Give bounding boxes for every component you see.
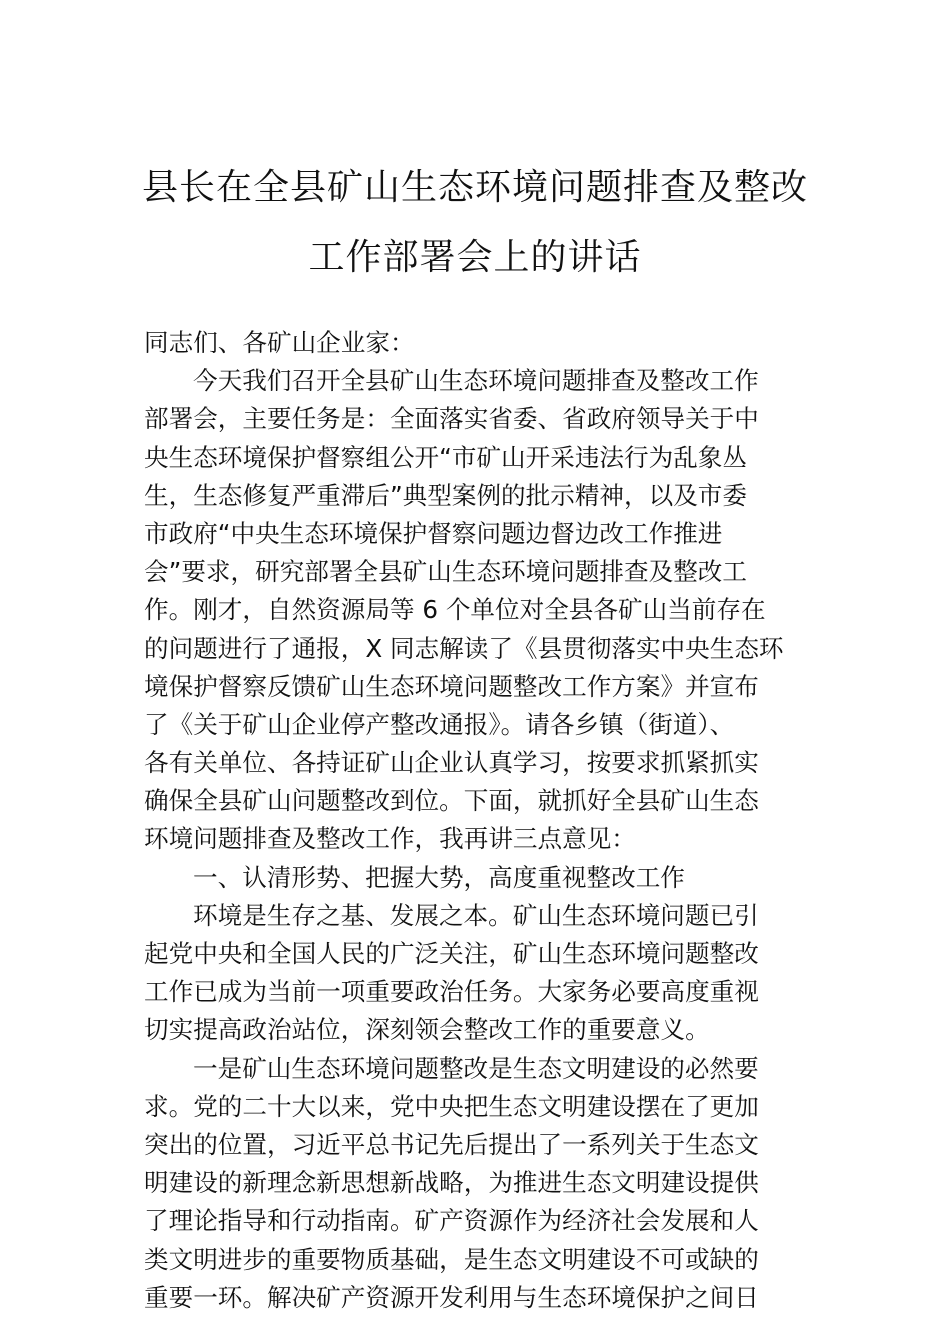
paragraph-2-line-4: 切实提高政治站位，深刻领会整改工作的重要意义。: [144, 1015, 710, 1045]
paragraph-3-line-4: 明建设的新理念新思想新战略，为推进生态文明建设提供: [144, 1168, 759, 1198]
paragraph-1-line-11: 各有关单位、各持证矿山企业认真学习，按要求抓紧抓实: [144, 748, 759, 778]
paragraph-1-line-4: 生，生态修复严重滞后”典型案例的批示精神，以及市委: [144, 480, 747, 510]
paragraph-2-line-2: 起党中央和全国人民的广泛关注，矿山生态环境问题整改: [144, 939, 759, 968]
paragraph-1-line-5: 市政府“中央生态环境保护督察问题边督边改工作推进: [144, 518, 723, 548]
paragraph-3-line-3: 突出的位置，习近平总书记先后提出了一系列关于生态文: [144, 1129, 759, 1159]
paragraph-2-line-3: 工作已成为当前一项重要政治任务。大家务必要高度重视: [144, 977, 759, 1007]
paragraph-3-line-2: 求。党的二十大以来，党中央把生态文明建设摆在了更加: [144, 1091, 759, 1121]
salutation: 同志们、各矿山企业家：: [144, 328, 415, 357]
paragraph-1-line-6: 会”要求，研究部署全县矿山生态环境问题排查及整改工: [144, 557, 747, 587]
paragraph-3-line-5: 了理论指导和行动指南。矿产资源作为经济社会发展和人: [144, 1206, 759, 1236]
document-title-line-2: 工作部署会上的讲话: [308, 237, 642, 278]
paragraph-1-line-12: 确保全县矿山问题整改到位。下面，就抓好全县矿山生态: [144, 786, 759, 816]
paragraph-1-line-9: 境保护督察反馈矿山生态环境问题整改工作方案》并宣布: [144, 671, 759, 701]
paragraph-3-line-1: 一是矿山生态环境问题整改是生态文明建设的必然要: [193, 1053, 759, 1083]
paragraph-2-line-1: 环境是生存之基、发展之本。矿山生态环境问题已引: [193, 900, 759, 930]
section-heading-1: 一、认清形势、把握大势，高度重视整改工作: [193, 862, 685, 892]
paragraph-1-line-1: 今天我们召开全县矿山生态环境问题排查及整改工作: [193, 366, 759, 396]
paragraph-1-line-7: 作。刚才，自然资源局等 6 个单位对全县各矿山当前存在: [144, 595, 766, 625]
document-title-line-1: 县长在全县矿山生态环境问题排查及整改: [141, 167, 808, 208]
paragraph-1-line-13: 环境问题排查及整改工作，我再讲三点意见：: [144, 824, 636, 854]
paragraph-1-line-2: 部署会，主要任务是：全面落实省委、省政府领导关于中: [144, 404, 759, 434]
paragraph-1-line-10: 了《关于矿山企业停产整改通报》。请各乡镇（街道）、: [144, 709, 735, 739]
paragraph-1-line-8: 的问题进行了通报，X 同志解读了《县贯彻落实中央生态环: [144, 633, 784, 663]
document-body: [144, 324, 808, 1317]
paragraph-3-line-6: 类文明进步的重要物质基础，是生态文明建设不可或缺的: [144, 1244, 759, 1274]
paragraph-3-line-7: 重要一环。解决矿产资源开发利用与生态环境保护之间日: [144, 1282, 759, 1312]
paragraph-1-line-3: 央生态环境保护督察组公开“市矿山开采违法行为乱象丛: [144, 442, 747, 472]
